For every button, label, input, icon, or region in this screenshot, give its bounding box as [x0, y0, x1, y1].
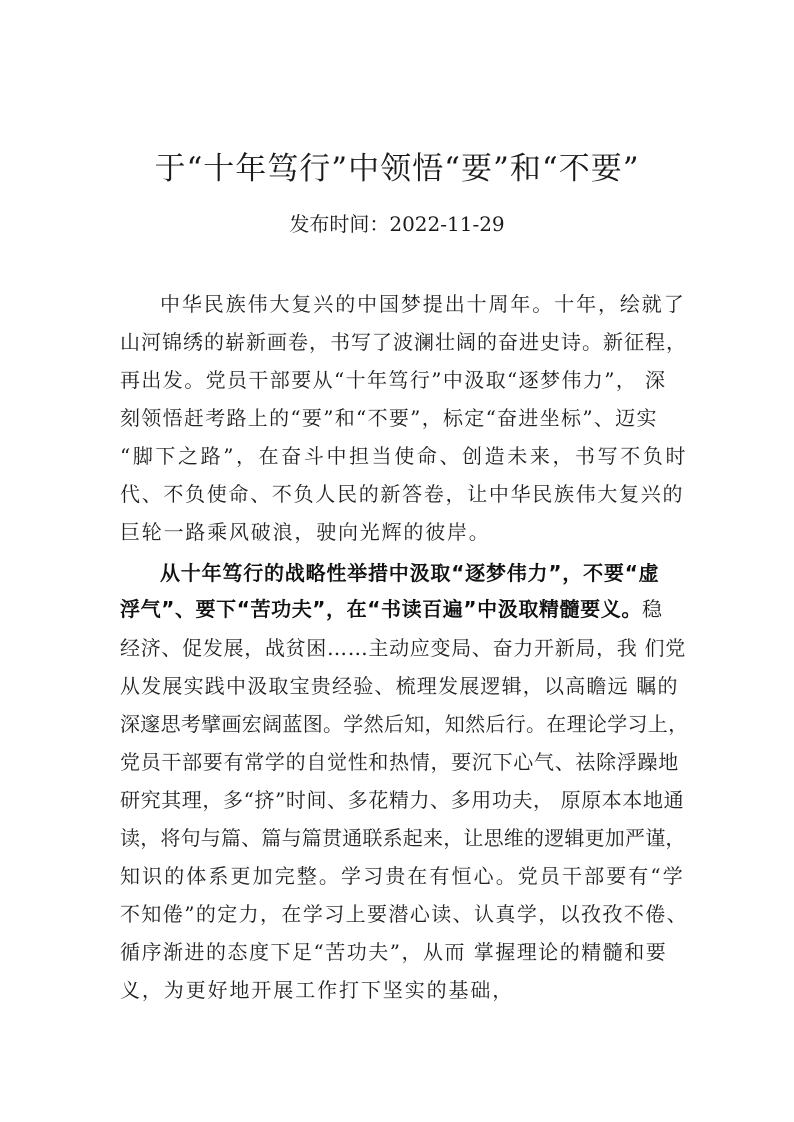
publish-date-label: 发布时间： — [289, 212, 390, 236]
paragraph-1-line: 中华民族伟大复兴的中国梦提出十周年。十年，绘就了 — [160, 292, 686, 316]
publish-date — [0, 208, 794, 237]
paragraph-2-line: 义，为更好地开展工作打下坚实的基础， — [120, 978, 515, 1002]
paragraph-2-line: 研究其理，多“挤”时间、多花精力、多用功夫， 原原本本地通 — [120, 788, 685, 812]
paragraph-2-line: 读，将句与篇、篇与篇贯通联系起来，让思维的逻辑更加严谨， — [120, 826, 686, 850]
publish-date-value: 2022-11-29 — [389, 212, 505, 236]
paragraph-2-line: 循序渐进的态度下足“苦功夫”，从而 掌握理论的精髓和要 — [120, 940, 668, 964]
paragraph-2-first-char: 稳 — [641, 597, 663, 621]
paragraph-2-line: 党员干部要有常学的自觉性和热情，要沉下心气、祛除浮躁地 — [120, 750, 679, 774]
paragraph-1-line: 再出发。党员干部要从“十年笃行”中汲取“逐梦伟力”， 深 — [120, 368, 667, 392]
paragraph-1-line: 山河锦绣的崭新画卷，书写了波澜壮阔的奋进史诗。新征程， — [120, 330, 687, 354]
paragraph-2-line: 经济、促发展，战贫困……主动应变局、奋力开新局，我 们党 — [120, 636, 686, 660]
paragraph-2-line: 从发展实践中汲取宝贵经验、梳理发展逻辑，以高瞻远 瞩的 — [120, 674, 679, 698]
paragraph-2-heading-text: 浮气”、要下“苦功夫”，在“书读百遍”中汲取精髓要义。 — [120, 597, 642, 621]
article-title: 于“十年笃行”中领悟“要”和“不要” — [154, 151, 640, 187]
paragraph-2-line: 深邃思考擘画宏阔蓝图。学然后知，知然后行。在理论学习上， — [120, 712, 689, 736]
paragraph-1-line: “脚下之路”，在奋斗中担当使命、创造未来，书写不负时 — [120, 444, 689, 468]
paragraph-2-heading-line: 从十年笃行的战略性举措中汲取“逐梦伟力”，不要“虚 — [160, 561, 660, 585]
paragraph-2-line: 知识的体系更加完整。学习贵在有恒心。党员干部要有“学 — [120, 864, 685, 888]
paragraph-1-line: 巨轮一路乘风破浪，驶向光辉的彼岸。 — [120, 520, 491, 544]
paragraph-2-line: 不知倦”的定力，在学习上要潜心读、认真学，以孜孜不倦、 — [120, 902, 689, 926]
paragraph-1-line: 刻领悟赶考路上的“要”和“不要”，标定“奋进坐标”、迈实 — [120, 406, 658, 430]
paragraph-2-heading-line-2 — [120, 597, 662, 621]
paragraph-1-line: 代、不负使命、不负人民的新答卷，让中华民族伟大复兴的 — [120, 482, 685, 506]
